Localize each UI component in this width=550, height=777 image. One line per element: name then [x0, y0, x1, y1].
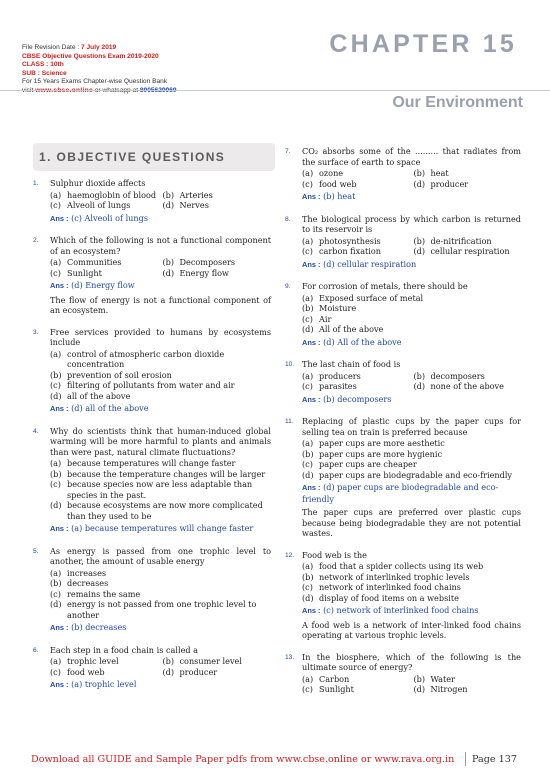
section-title: 1. OBJECTIVE QUESTIONS	[39, 150, 226, 164]
option-text: filtering of pollutants from water and air	[67, 380, 235, 390]
option-letter: (b)	[413, 168, 426, 178]
option-text: producer	[430, 178, 469, 189]
answer-label: Ans :	[50, 404, 69, 413]
answer-text: (b) decreases	[71, 622, 127, 632]
option-text: network of interlinked trophic levels	[319, 571, 470, 582]
option-text: Exposed surface of metal	[319, 292, 424, 303]
option-letter: (d)	[162, 200, 175, 210]
answer-line	[50, 622, 271, 634]
option-text: all of the above	[67, 390, 131, 401]
option-item	[302, 324, 521, 335]
option-letter: (a)	[50, 348, 62, 359]
question-text: For corrosion of metals, there should be	[302, 281, 468, 291]
question-text: CO₂ absorbs some of the ......... that radiates from the surface of earth to space	[302, 146, 521, 167]
option-item	[50, 667, 159, 678]
option-letter: (b)	[50, 468, 62, 479]
option-item	[414, 236, 522, 247]
question-item	[33, 327, 271, 415]
answer-line	[302, 394, 521, 406]
options-list	[302, 674, 521, 695]
page-number: Page 137	[472, 754, 517, 765]
option-letter: (a)	[50, 189, 62, 200]
question-text: Free services provided to humans by ecosystems include	[50, 326, 271, 347]
answer-line	[50, 213, 271, 225]
question-text: Replacing of plastic cups by the paper cups for selling tea on train is preferred because	[302, 416, 521, 437]
option-letter: (a)	[50, 458, 62, 468]
answer-label: Ans :	[302, 337, 321, 347]
option-item	[163, 190, 272, 201]
page-footer	[0, 750, 550, 772]
option-item	[50, 500, 271, 521]
option-letter: (c)	[50, 200, 61, 210]
option-letter: (c)	[302, 684, 313, 694]
question-number: 11.	[285, 418, 294, 425]
header-meta	[22, 44, 177, 96]
option-letter: (d)	[50, 390, 62, 401]
question-item	[33, 178, 271, 224]
answer-text: (a) trophic level	[71, 679, 137, 689]
option-item	[302, 303, 521, 314]
option-letter: (a)	[302, 292, 314, 303]
option-letter: (a)	[302, 168, 314, 178]
answer-text: (d) Energy flow	[71, 280, 135, 290]
option-item	[50, 568, 271, 579]
question-number: 7.	[285, 148, 291, 155]
question-text: Food web is the	[302, 549, 367, 560]
explanation-text: The paper cups are preferred over plastic cups because being biodegradable they are not potential wastes.	[302, 507, 521, 538]
answer-text: (b) heat	[323, 191, 356, 201]
option-item	[302, 371, 410, 382]
question-number: 6.	[33, 646, 39, 654]
option-text: paper cups are more hygienic	[319, 448, 443, 459]
option-text: heat	[430, 168, 449, 178]
option-text: control of atmospheric carbon dioxide concentration	[67, 348, 225, 369]
option-text: ozone	[319, 168, 344, 178]
option-item	[50, 391, 271, 402]
option-text: food web	[319, 178, 357, 189]
answer-text: (d) all of the above	[71, 403, 149, 413]
chapter-name: Our Environment	[392, 94, 523, 111]
answer-label: Ans :	[302, 259, 321, 269]
option-item	[163, 257, 272, 268]
option-letter: (c)	[302, 246, 313, 256]
answer-text: (b) decomposers	[323, 393, 392, 404]
option-item	[414, 674, 522, 685]
question-item	[285, 652, 521, 695]
question-item	[33, 235, 271, 316]
option-text: because species now are less adaptable than species in the past.	[67, 479, 253, 500]
option-text: All of the above	[319, 324, 384, 334]
option-letter: (d)	[162, 666, 175, 677]
option-item	[302, 293, 521, 304]
answer-line	[50, 679, 271, 691]
option-text: Alveoli of lungs	[67, 200, 131, 210]
option-item	[302, 236, 410, 247]
option-letter: (b)	[162, 189, 175, 200]
option-item	[50, 656, 159, 667]
option-item	[50, 458, 271, 469]
options-list	[50, 458, 271, 521]
option-text: Moisture	[319, 303, 357, 313]
answer-label: Ans :	[302, 192, 321, 201]
option-letter: (d)	[413, 684, 426, 694]
option-item	[302, 314, 521, 325]
answer-line	[302, 259, 521, 271]
option-item	[50, 268, 159, 279]
option-text: network of interlinked food chains	[319, 582, 461, 592]
option-item	[50, 257, 159, 268]
option-letter: (a)	[50, 567, 62, 578]
option-letter: (a)	[50, 257, 62, 267]
question-text: Each step in a food chain is called a	[50, 644, 199, 655]
option-item	[302, 381, 410, 392]
option-text: none of the above	[430, 381, 504, 391]
options-list	[302, 293, 521, 335]
option-text: Carbon	[319, 673, 350, 684]
explanation-text: A food web is a network of inter-linked food chains operating at various trophic levels.	[302, 619, 521, 640]
option-text: food web	[67, 666, 105, 677]
option-text: decreases	[67, 578, 109, 588]
option-item	[302, 593, 521, 604]
option-item	[163, 667, 272, 678]
option-text: cellular respiration	[430, 246, 510, 256]
option-text: paper cups are biodegradable and eco-friendly	[319, 469, 513, 480]
option-item	[50, 469, 271, 480]
answer-text: (d) cellular respiration	[323, 258, 417, 269]
option-text: photosynthesis	[319, 235, 381, 246]
section-heading	[33, 143, 275, 171]
option-letter: (c)	[302, 178, 313, 189]
option-letter: (b)	[50, 369, 62, 380]
question-item	[33, 645, 271, 691]
answer-label: Ans :	[50, 213, 69, 223]
explanation-text: The flow of energy is not a functional component of an ecosystem.	[50, 294, 271, 315]
question-item	[285, 214, 521, 271]
footer-divider	[465, 752, 466, 766]
options-list	[302, 236, 521, 257]
question-number: 10.	[285, 361, 295, 368]
answer-line	[50, 280, 271, 292]
option-item	[50, 200, 159, 211]
option-text: food that a spider collects using its web	[319, 561, 484, 571]
answer-text: (d) All of the above	[323, 336, 402, 347]
option-item	[302, 459, 521, 470]
right-column	[285, 146, 521, 706]
option-letter: (a)	[302, 438, 314, 448]
option-item	[302, 674, 410, 685]
answer-text: (c) Alveoli of lungs	[71, 212, 149, 223]
answer-line	[302, 337, 521, 349]
options-list	[302, 438, 521, 480]
question-item	[285, 146, 521, 203]
option-letter: (d)	[50, 500, 62, 510]
chapter-title: CHAPTER 15	[329, 30, 517, 58]
option-letter: (c)	[50, 588, 61, 599]
option-text: haemoglobin of blood	[67, 189, 157, 200]
option-text: Communities	[67, 257, 122, 267]
option-letter: (c)	[302, 313, 313, 324]
class-line: CLASS : 10th	[22, 61, 64, 69]
option-item	[163, 656, 272, 667]
answer-line	[50, 403, 271, 415]
answer-line	[302, 605, 521, 617]
option-text: producers	[319, 370, 361, 381]
series-line: CBSE Objective Questions Exam 2019-2020	[22, 52, 159, 60]
option-item	[302, 684, 410, 695]
answer-label: Ans :	[50, 281, 69, 290]
options-list	[50, 349, 271, 402]
option-letter: (d)	[162, 267, 175, 278]
answer-line	[50, 523, 271, 535]
question-number: 5.	[33, 547, 39, 555]
options-list	[50, 568, 271, 621]
answer-text: (d) paper cups are biodegradable and eco-friendly	[302, 482, 499, 504]
option-text: Energy flow	[179, 267, 229, 278]
option-letter: (d)	[413, 178, 426, 189]
option-text: Arteries	[179, 189, 213, 200]
answer-label: Ans :	[50, 623, 69, 632]
option-item	[50, 190, 159, 201]
option-item	[302, 168, 410, 179]
option-item	[163, 268, 272, 279]
option-text: Sunlight	[67, 267, 102, 278]
options-list	[50, 257, 271, 278]
option-text: because ecosystems are now more complicated than they used to be	[67, 500, 263, 521]
option-text: remains the same	[67, 588, 141, 599]
option-letter: (a)	[302, 370, 314, 381]
answer-label: Ans :	[50, 680, 69, 689]
option-text: display of food items on a website	[319, 592, 459, 603]
option-letter: (b)	[162, 656, 175, 666]
answer-label: Ans :	[302, 394, 321, 404]
option-item	[302, 438, 521, 449]
option-item	[302, 179, 410, 190]
option-text: consumer level	[179, 656, 242, 666]
option-item	[414, 684, 522, 695]
option-letter: (a)	[302, 673, 314, 684]
option-item	[50, 370, 271, 381]
option-text: because temperatures will change faster	[67, 458, 236, 468]
option-item	[414, 179, 522, 190]
option-letter: (b)	[50, 578, 62, 588]
revision-label: File Revision Date :	[22, 44, 81, 51]
option-item	[50, 349, 271, 370]
options-list	[302, 168, 521, 189]
option-letter: (d)	[50, 599, 62, 609]
option-text: producer	[179, 666, 218, 677]
option-text: because the temperature changes will be larger	[67, 468, 266, 479]
question-text: The last chain of food is	[302, 359, 401, 369]
option-text: prevention of soil erosion	[67, 369, 172, 380]
answer-line	[302, 191, 521, 203]
header-rule	[0, 90, 550, 91]
left-column	[33, 178, 271, 702]
download-link[interactable]: Download all GUIDE and Sample Paper pdfs from www.cbse.online or www.rava.org.in	[31, 754, 455, 765]
option-letter: (d)	[302, 592, 314, 603]
question-number: 13.	[285, 653, 295, 661]
option-text: carbon fixation	[319, 246, 382, 256]
option-letter: (d)	[302, 324, 314, 334]
visit-line	[22, 87, 177, 96]
option-letter: (c)	[302, 582, 313, 592]
question-number: 2.	[33, 237, 39, 244]
option-letter: (c)	[302, 459, 313, 469]
option-item	[50, 479, 271, 500]
options-list	[302, 371, 521, 392]
option-letter: (c)	[50, 666, 61, 677]
option-letter: (b)	[302, 448, 314, 459]
question-number: 1.	[33, 180, 39, 187]
question-number: 9.	[285, 283, 291, 290]
revision-line	[22, 44, 177, 53]
option-item	[302, 572, 521, 583]
option-text: Water	[430, 673, 455, 684]
question-number: 4.	[33, 427, 39, 435]
question-item	[285, 550, 521, 641]
question-text: Sulphur dioxide affects	[50, 178, 146, 188]
option-item	[50, 589, 271, 600]
answer-text: (c) network of interlinked food chains	[323, 605, 479, 615]
option-item	[50, 578, 271, 589]
option-letter: (b)	[162, 257, 175, 267]
option-item	[302, 246, 410, 257]
option-text: de-nitrification	[430, 235, 492, 246]
option-letter: (c)	[302, 381, 313, 391]
option-letter: (a)	[302, 561, 314, 571]
option-letter: (c)	[50, 380, 61, 390]
option-text: Air	[319, 313, 332, 324]
option-item	[302, 470, 521, 481]
option-text: paper cups are more aesthetic	[319, 438, 445, 448]
question-text: Why do scientists think that human-induced global warming will be more harmful to plants and animals than were past, natural climate fluctuations?	[50, 425, 271, 457]
option-item	[302, 582, 521, 593]
question-item	[33, 426, 271, 535]
revision-date: 7 July 2019	[81, 44, 117, 51]
answer-text: (a) because temperatures will change faster	[71, 523, 254, 533]
question-text: In the biosphere, which of the following is the ultimate source of energy?	[302, 651, 521, 672]
question-item	[285, 359, 521, 405]
option-text: increases	[67, 567, 107, 578]
option-text: Nerves	[179, 200, 209, 210]
option-text: Sunlight	[319, 684, 354, 694]
option-item	[50, 380, 271, 391]
option-letter: (a)	[302, 235, 314, 246]
option-item	[302, 449, 521, 460]
question-text: Which of the following is not a functional component of an ecosystem?	[50, 235, 271, 256]
answer-label: Ans :	[50, 524, 69, 533]
question-number: 3.	[33, 328, 39, 336]
bank-line: For 15 Years Exams Chapter-wise Question Bank	[22, 78, 168, 86]
question-item	[285, 416, 521, 539]
option-item	[414, 168, 522, 179]
option-letter: (b)	[413, 235, 426, 246]
question-text: As energy is passed from one trophic level to another, the amount of usable energy	[50, 545, 271, 566]
option-item	[414, 246, 522, 257]
option-item	[302, 561, 521, 572]
option-text: energy is not passed from one trophic level to another	[67, 599, 257, 620]
question-number: 8.	[285, 215, 291, 223]
option-item	[414, 381, 522, 392]
question-item	[285, 281, 521, 348]
option-letter: (c)	[50, 267, 61, 278]
options-list	[50, 656, 271, 677]
answer-label: Ans :	[302, 606, 321, 615]
option-letter: (b)	[302, 571, 314, 582]
option-text: decomposers	[430, 370, 485, 381]
answer-label: Ans :	[302, 483, 321, 492]
option-letter: (a)	[50, 656, 62, 666]
option-text: paper cups are cheaper	[319, 459, 417, 469]
option-letter: (b)	[413, 673, 426, 684]
question-item	[33, 546, 271, 634]
option-text: Decomposers	[179, 257, 236, 267]
answer-line	[302, 482, 521, 504]
option-letter: (d)	[302, 469, 314, 480]
option-letter: (b)	[302, 303, 314, 313]
option-text: trophic level	[67, 656, 119, 666]
option-text: parasites	[319, 381, 357, 391]
option-text: Nitrogen	[430, 684, 468, 694]
option-item	[414, 371, 522, 382]
option-letter: (d)	[413, 246, 426, 256]
question-number: 12.	[285, 551, 295, 559]
option-item	[163, 200, 272, 211]
option-item	[50, 599, 271, 620]
options-list	[302, 561, 521, 603]
option-letter: (c)	[50, 479, 61, 489]
question-text: The biological process by which carbon is returned to its reservoir is	[302, 213, 521, 234]
option-letter: (d)	[413, 381, 426, 391]
options-list	[50, 190, 271, 211]
option-letter: (b)	[413, 370, 426, 381]
subject-line: SUB : Science	[22, 69, 67, 77]
